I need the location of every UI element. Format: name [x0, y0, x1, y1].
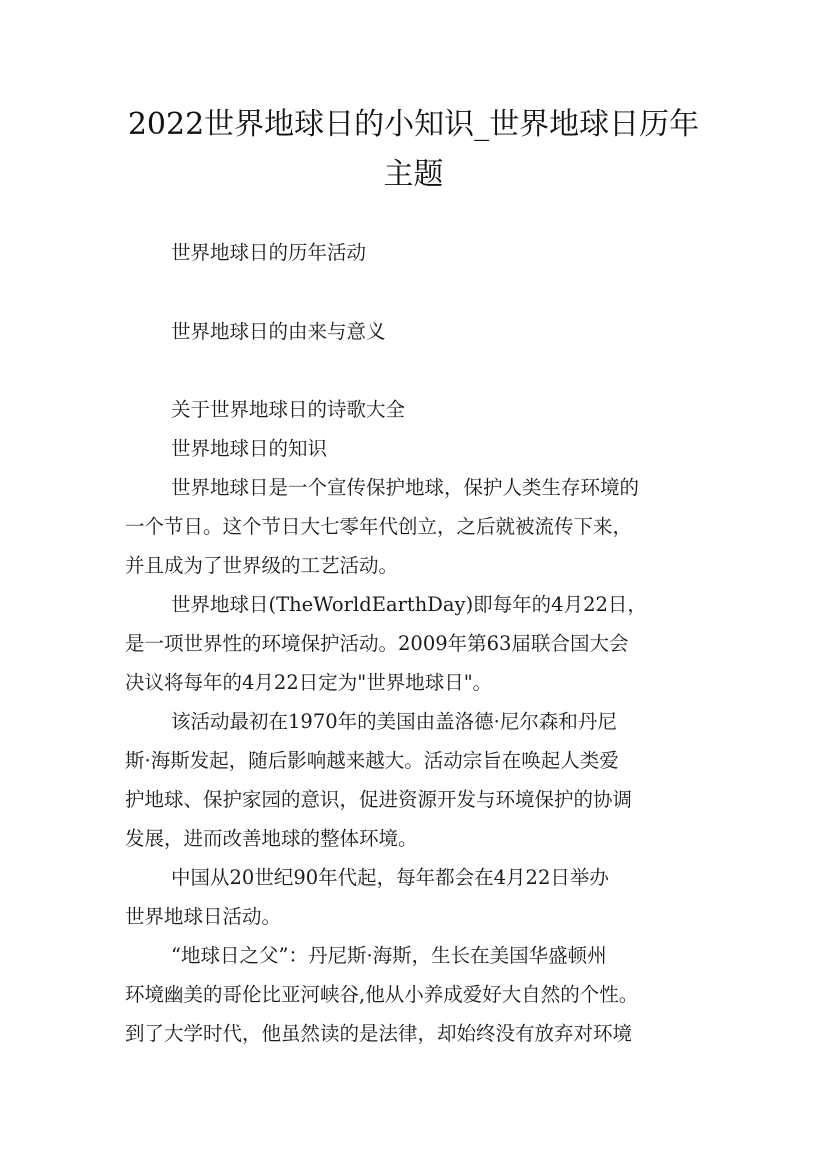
paragraph-1-line-2: 一个节日。这个节日大七零年代创立，之后就被流传下来，	[125, 515, 633, 538]
paragraph-4-line-1: 中国从20世纪90年代起，每年都会在4月22日举办	[171, 866, 609, 889]
paragraph-1-line-3: 并且成为了世界级的工艺活动。	[125, 554, 399, 577]
section-heading: 世界地球日的知识	[171, 437, 328, 460]
related-link-history-activities[interactable]: 世界地球日的历年活动	[171, 241, 367, 264]
title-line-2: 主题	[383, 157, 444, 192]
paragraph-2-line-2: 是一项世界性的环境保护活动。2009年第63届联合国大会	[125, 632, 629, 655]
paragraph-5-line-2: 环境幽美的哥伦比亚河峡谷,他从小养成爱好大自然的个性。	[125, 983, 639, 1006]
paragraph-1-line-1: 世界地球日是一个宣传保护地球，保护人类生存环境的	[171, 476, 640, 499]
paragraph-3-line-3: 护地球、保护家园的意识，促进资源开发与环境保护的协调	[125, 788, 633, 811]
paragraph-5-line-1: “地球日之父”：丹尼斯·海斯，生长在美国华盛顿州	[171, 944, 607, 967]
paragraph-3-line-2: 斯·海斯发起，随后影响越来越大。活动宗旨在唤起人类爱	[125, 749, 619, 772]
paragraph-2-line-3: 决议将每年的4月22日定为"世界地球日"。	[125, 671, 493, 694]
paragraph-5-line-3: 到了大学时代，他虽然读的是法律，却始终没有放弃对环境	[125, 1022, 633, 1045]
title-line-1: 2022世界地球日的小知识_世界地球日历年	[127, 107, 700, 142]
paragraph-3-line-1: 该活动最初在1970年的美国由盖洛德·尼尔森和丹尼	[171, 710, 617, 733]
related-link-poems[interactable]: 关于世界地球日的诗歌大全	[171, 398, 406, 421]
paragraph-2-line-1: 世界地球日(TheWorldEarthDay)即每年的4月22日，	[171, 593, 647, 616]
paragraph-3-line-4: 发展，进而改善地球的整体环境。	[125, 827, 418, 850]
paragraph-4-line-2: 世界地球日活动。	[125, 905, 282, 928]
related-link-origin-meaning[interactable]: 世界地球日的由来与意义	[171, 320, 386, 343]
document-title	[100, 100, 727, 200]
